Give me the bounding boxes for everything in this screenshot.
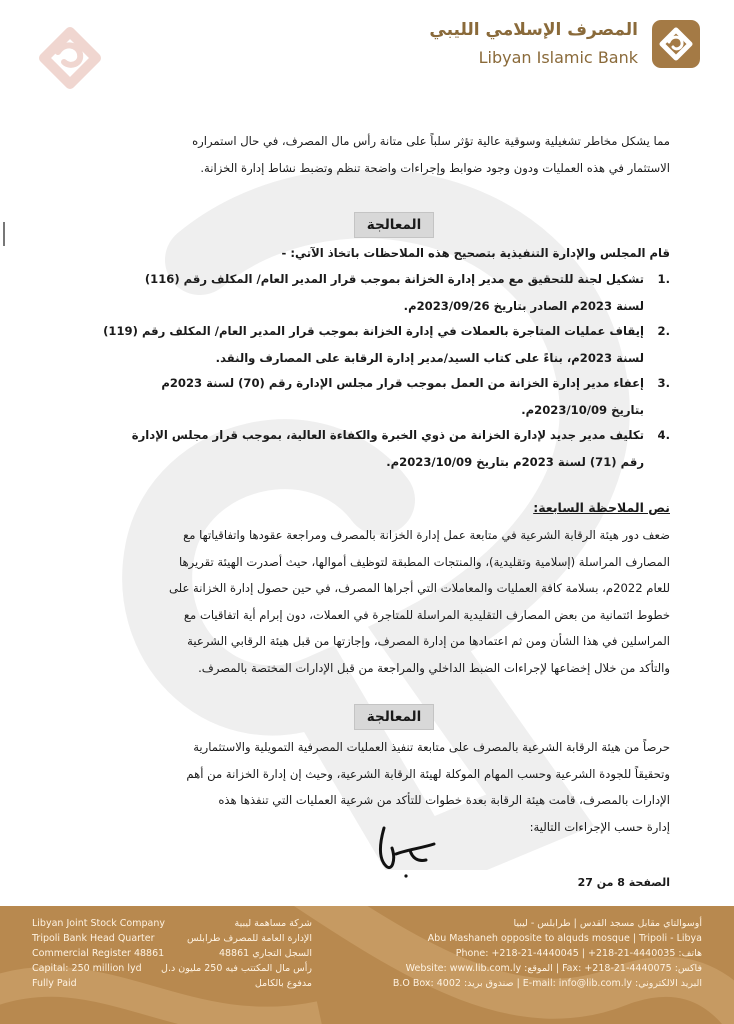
bank-name-arabic: المصرف الإسلامي الليبي (429, 20, 638, 40)
footer-line: Capital: 250 million lyd (32, 963, 142, 974)
page-number: الصفحة 8 من 27 (577, 876, 670, 889)
footer-line: Commercial Register 48861 (32, 948, 165, 959)
lib-logo-icon (650, 18, 702, 70)
item-number: .4 (657, 428, 670, 442)
bank-header (362, 16, 702, 76)
footer-phone: Phone: +218-21-4440045 | +218-21-4440035 :هاتف (455, 948, 702, 959)
item-line: رقم (71) لسنة 2023م بتاريخ 2023/10/09م. (386, 454, 644, 469)
remedy2-line: حرصاً من هيئة الرقابة الشرعية بالمصرف على متابعة تنفيذ العمليات المصرفية التمويلية والاستثمارية (193, 740, 670, 754)
observation-line: والتأكد من خلال إخضاعها لإجراءات الضبط الداخلي والمراجعة من قبل الإدارات المختصة بالمصرف. (198, 660, 670, 675)
item-line: إعفاء مدير إدارة الخزانة من العمل بموجب قرار مجلس الإدارة رقم (70) لسنة 2023م (161, 376, 644, 390)
item-number: .1 (657, 272, 670, 286)
remedy-heading: المعالجة (354, 212, 434, 238)
footer-line: شركة مساهمة ليبية (234, 918, 312, 929)
footer-address-en: Abu Mashaneh opposite to alquds mosque | Tripoli - Libya (427, 933, 702, 944)
item-line: تكليف مدير جديد لإدارة الخزانة من ذوي الخبرة والكفاءة العالية، بموجب قرار مجلس الإدارة (131, 428, 644, 442)
footer-line: مدفوع بالكامل (254, 978, 312, 989)
remedy-lead: قام المجلس والإدارة التنفيذية بتصحيح هذه الملاحظات باتخاذ الآتي: - (281, 246, 670, 260)
item-number: .3 (657, 376, 670, 390)
observation-line: خطوط ائتمانية من بعض المصارف التقليدية المراسلة للمتاجرة في العملات، دون إبرام أية اتفاقيات مع (183, 607, 670, 622)
observation-line: للعام 2022م، بسلامة كافة العمليات والمعاملات التي أجراها المصرف، في حين حصول إدارة الخزانة على (168, 581, 670, 595)
signature (366, 820, 446, 878)
intro-paragraph (42, 128, 670, 181)
remedy2-line: إدارة حسب الإجراءات التالية: (529, 819, 670, 834)
item-line: تشكيل لجنة للتحقيق مع مدير إدارة الخزانة بموجب قرار المدير العام/ المكلف رقم (116) (144, 272, 644, 286)
remedy-item (42, 370, 670, 423)
intro-line: الاستثمار في هذه العمليات ودون وجود ضوابط وإجراءات واضحة تنظم وتضبط نشاط إدارة الخزانة. (200, 160, 670, 175)
remedy-item (42, 266, 670, 319)
remedy-item (42, 422, 670, 475)
remedy2-line: الإدارات بالمصرف، قامت هيئة الرقابة بعدة خطوات للتأكد من شرعية العمليات التي تنفذها هذه (218, 793, 670, 807)
intro-line: مما يشكل مخاطر تشغيلية وسوقية عالية تؤثر سلباً على متانة رأس مال المصرف، في حال استمراره (192, 134, 670, 148)
footer-line: الإدارة العامة للمصرف طرابلس (187, 933, 312, 944)
footer-address-ar: أوسوالتاي مقابل مسجد القدس | طرابلس - ليبيا (513, 918, 702, 929)
footer-contact (332, 916, 702, 991)
scroll-marker (3, 222, 5, 246)
observation-line: المصارف المراسلة (إسلامية وتقليدية)، والمنتجات المطبقة لتوظيف أموالها، حيث أصدرت الهيئة تقريرها (178, 554, 670, 569)
footer-line: Fully Paid (32, 978, 77, 989)
item-line: لسنة 2023م الصادر بتاريخ 2023/09/26م. (403, 298, 644, 313)
footer-english-info (32, 916, 165, 991)
footer (0, 906, 734, 1024)
footer-pobox: B.O Box: 4002 :صندوق بريد | E-mail: info@lib.com.ly :البريد الالكتروني (392, 978, 702, 989)
footer-line: Libyan Joint Stock Company (32, 918, 165, 929)
footer-arabic-info (161, 916, 312, 991)
footer-line: Tripoli Bank Head Quarter (32, 933, 155, 944)
faded-logo-icon (34, 22, 106, 94)
remedy2-paragraph (42, 734, 670, 840)
remedy-heading: المعالجة (354, 704, 434, 730)
item-line: بتاريخ 2023/10/09م. (521, 402, 644, 417)
footer-line: السجل التجاري 48861 (218, 948, 312, 959)
item-line: إيقاف عمليات المتاجرة بالعملات في إدارة الخزانة بموجب قرار المدير العام/ المكلف رقم (119) (103, 324, 644, 338)
observation-paragraph (42, 522, 670, 681)
observation-line: المراسلين في هذا الشأن ومن ثم اعتمادها من إدارة المصرف، وإجازتها من قبل هيئة الرقابي الشرعية (187, 634, 670, 648)
footer-line: رأس مال المكتتب فيه 250 مليون د.ل (161, 963, 312, 974)
item-number: .2 (657, 324, 670, 338)
footer-website: Website: www.lib.com.ly :الموقع | Fax: +218-21-4440075 :فاكس (405, 963, 702, 974)
bank-name-english: Libyan Islamic Bank (478, 48, 638, 67)
remedy2-line: وتحقيقاً للجودة الشرعية وحسب المهام الموكلة لهيئة الرقابة الشرعية، وحيث إن إدارة الخزانة من أهم (186, 766, 670, 781)
item-line: لسنة 2023م، بناءً على كتاب السيد/مدير إدارة الرقابة على المصارف والنقد. (215, 350, 644, 365)
remedy-item (42, 318, 670, 371)
observation-line: ضعف دور هيئة الرقابة الشرعية في متابعة عمل إدارة الخزانة بالمصرف ومراجعة عقودها واتفاقياتها مع (183, 528, 670, 542)
observation-title: نص الملاحظة السابعة: (533, 500, 670, 515)
